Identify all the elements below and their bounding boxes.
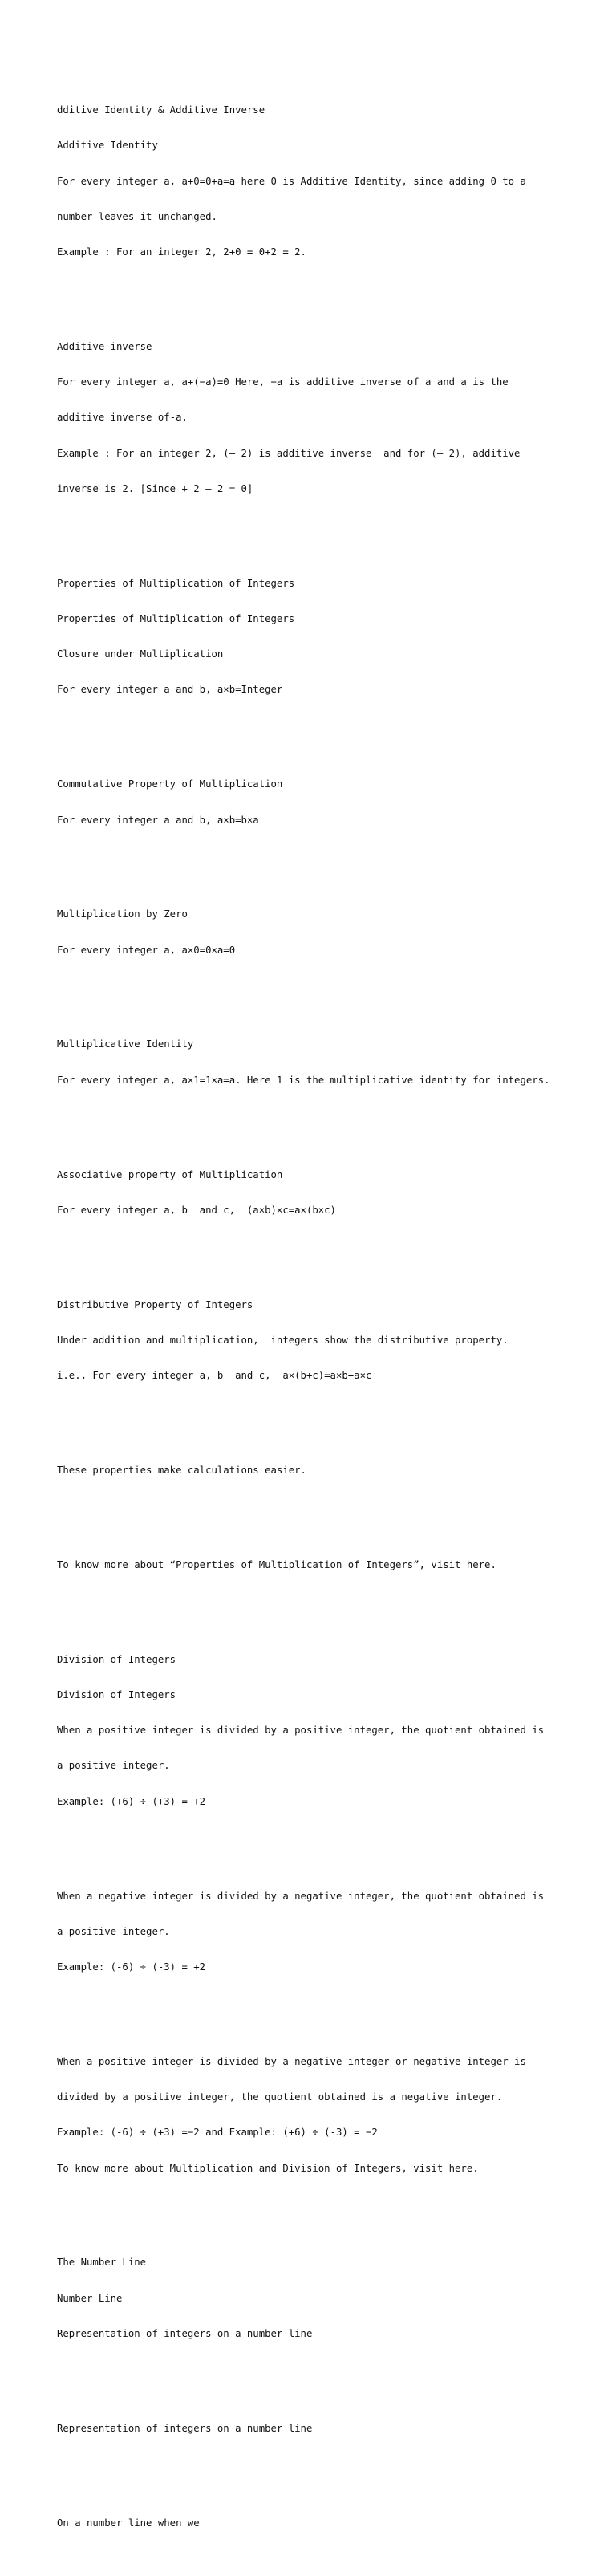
text-line: Distributive Property of Integers bbox=[57, 1298, 253, 1310]
text-line: Properties of Multiplication of Integers bbox=[57, 612, 295, 624]
text-line: When a positive integer is divided by a negative integer or negative integer is bbox=[57, 2055, 526, 2067]
paragraph-additive-inverse bbox=[57, 317, 586, 518]
text-line: i.e., For every integer a, b and c, a×(b+c)=a×b+a×c bbox=[57, 1370, 372, 1382]
paragraph-know-more-properties bbox=[57, 1535, 586, 1595]
text-line: When a negative integer is divided by a negative integer, the quotient obtained is bbox=[57, 1890, 545, 1902]
text-line: Example : For an integer 2, (– 2) is additive inverse and for (– 2), additive bbox=[57, 447, 521, 459]
text-line: Properties of Multiplication of Integers bbox=[57, 577, 295, 589]
paragraph-division-positive bbox=[57, 1630, 586, 1831]
text-line: dditive Identity & Additive Inverse bbox=[57, 104, 265, 116]
text-line: Example : For an integer 2, 2+0 = 0+2 = 2. bbox=[57, 246, 306, 258]
text-line: These properties make calculations easier. bbox=[57, 1465, 306, 1476]
paragraph-representation bbox=[57, 2399, 586, 2458]
text-line: To know more about Multiplication and Division of Integers, visit here. bbox=[57, 2162, 479, 2174]
paragraph-number-line-when bbox=[57, 2493, 586, 2553]
text-line: Commutative Property of Multiplication bbox=[57, 778, 283, 790]
text-line: a positive integer. bbox=[57, 1925, 170, 1937]
text-line: Division of Integers bbox=[57, 1688, 176, 1700]
paragraph-associative bbox=[57, 1145, 586, 1240]
text-line: additive inverse of-a. bbox=[57, 412, 188, 424]
text-line: For every integer a, a×1=1×a=a. Here 1 is the multiplicative identity for integers. bbox=[57, 1074, 550, 1086]
text-line: Additive Identity bbox=[57, 140, 158, 152]
text-line: Multiplicative Identity bbox=[57, 1038, 194, 1050]
paragraph-division-negative bbox=[57, 1867, 586, 1997]
text-line: divided by a positive integer, the quotient obtained is a negative integer. bbox=[57, 2091, 503, 2103]
text-line: When a positive integer is divided by a positive integer, the quotient obtained is bbox=[57, 1725, 545, 1737]
text-line: number leaves it unchanged. bbox=[57, 210, 217, 222]
text-line: Representation of integers on a number line bbox=[57, 2422, 313, 2434]
text-line: Associative property of Multiplication bbox=[57, 1168, 283, 1180]
text-line: Number Line bbox=[57, 2292, 123, 2304]
text-line: For every integer a and b, a×b=b×a bbox=[57, 814, 259, 826]
text-line: For every integer a, a×0=0×a=0 bbox=[57, 944, 236, 956]
paragraph-number-line bbox=[57, 2233, 586, 2363]
text-line: Example: (-6) ÷ (-3) = +2 bbox=[57, 1961, 206, 1973]
text-line: For every integer a, a+(−a)=0 Here, −a is additive inverse of a and a is the bbox=[57, 376, 509, 388]
text-line: Under addition and multiplication, integers show the distributive property. bbox=[57, 1334, 509, 1346]
paragraph-division-mixed bbox=[57, 2032, 586, 2198]
text-line: Additive inverse bbox=[57, 340, 152, 352]
paragraph-commutative bbox=[57, 755, 586, 850]
paragraph-multiplicative-identity bbox=[57, 1015, 586, 1110]
text-line: Closure under Multiplication bbox=[57, 648, 224, 660]
document-body bbox=[57, 57, 586, 2576]
text-line: For every integer a, b and c, (a×b)×c=a×(b×c) bbox=[57, 1204, 336, 1216]
text-line: Example: (-6) ÷ (+3) =−2 and Example: (+6) ÷ (-3) = −2 bbox=[57, 2127, 378, 2139]
text-line: inverse is 2. [Since + 2 – 2 = 0] bbox=[57, 482, 253, 494]
text-line: To know more about “Properties of Multiplication of Integers”, visit here. bbox=[57, 1558, 496, 1570]
text-line: Example: (+6) ÷ (+3) = +2 bbox=[57, 1795, 206, 1807]
paragraph-closure-multiplication bbox=[57, 554, 586, 720]
paragraph-properties-note bbox=[57, 1441, 586, 1501]
text-line: For every integer a and b, a×b=Integer bbox=[57, 684, 283, 696]
text-line: a positive integer. bbox=[57, 1760, 170, 1772]
text-line: The Number Line bbox=[57, 2257, 147, 2269]
paragraph-additive-identity bbox=[57, 81, 586, 282]
text-line: Multiplication by Zero bbox=[57, 908, 188, 920]
text-line: For every integer a, a+0=0+a=a here 0 is Additive Identity, since adding 0 to a bbox=[57, 175, 526, 187]
text-line: Representation of integers on a number line bbox=[57, 2327, 313, 2339]
paragraph-multiplication-by-zero bbox=[57, 885, 586, 980]
text-line: Division of Integers bbox=[57, 1653, 176, 1665]
paragraph-distributive bbox=[57, 1275, 586, 1405]
text-line: On a number line when we bbox=[57, 2517, 200, 2529]
